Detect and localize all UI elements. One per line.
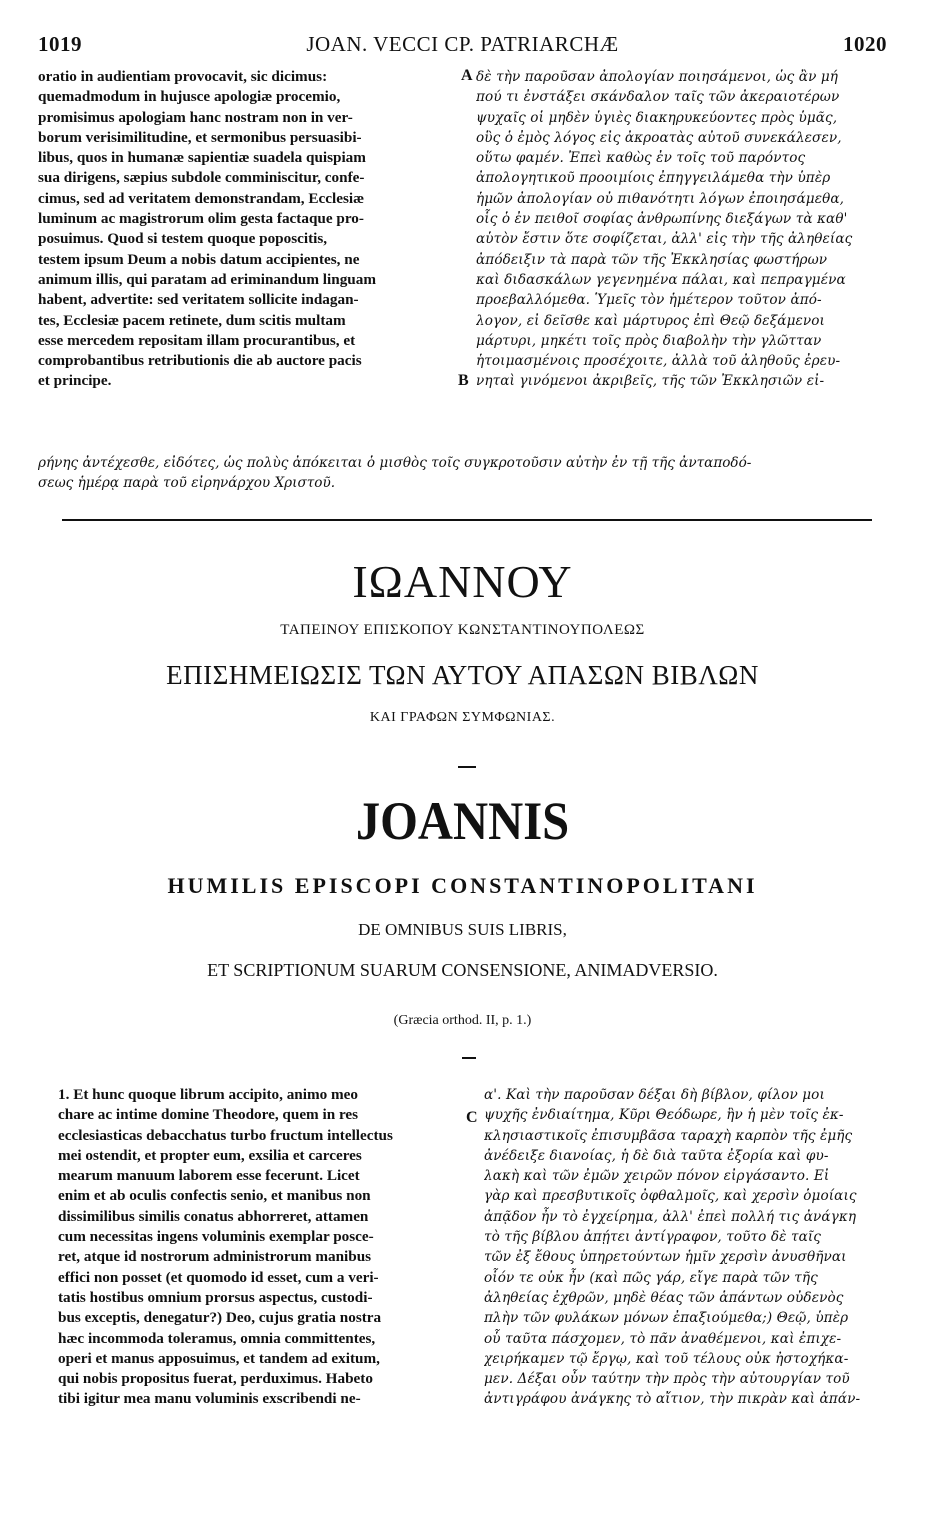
margin-letter-a: A	[461, 67, 473, 84]
latin-text-line: qui nobis propositus fuerat, perduximus. Habeto	[58, 1370, 373, 1388]
source-reference: (Græcia orthod. II, p. 1.)	[393, 1013, 532, 1028]
latin-text-line: sua dirigens, sæpius subdole comminiscitur, confe-	[38, 169, 365, 187]
latin-text-line: luminum ac magistrorum olim gesta factaque pro-	[38, 210, 364, 228]
greek-text-line: ἀπόδειξιν τὰ παρὰ τῶν τῆς Ἐκκλησίας φωστήρων	[476, 251, 828, 268]
running-title: JOAN. VECCI CP. PATRIARCHÆ	[306, 32, 619, 56]
top-latin-column	[38, 67, 458, 392]
greek-text-line: αὑτὸν ἔστιν ὅτε σοφίζεται, ἀλλ' εἰς τὴν τῆς ἀληθείας	[476, 231, 853, 248]
margin-letter-c: C	[466, 1109, 478, 1126]
latin-text-line: effici non posset (et quomodo id esset, cum a veri-	[58, 1268, 379, 1286]
greek-text-line: οὓς ὁ ἐμὸς λόγος εἰς ἀκροατὰς αὐτοῦ συνεκάλεσεν,	[476, 129, 842, 146]
latin-text-line: cimus, sed ad veritatem demonstrandam, Ecclesiæ	[38, 189, 365, 207]
latin-text-line: et principe.	[38, 372, 112, 390]
greek-work-title: ΕΠΙΣΗΜΕΙΩΣΙΣ ΤΩΝ ΑΥΤΟΥ ΑΠΑΣΩΝ ΒΙΒΛΩΝ	[166, 660, 759, 690]
latin-text-line: habent, advertite: sed veritatem sollicite indagan-	[38, 291, 359, 309]
greek-text-line: τῶν ἐξ ἔθους ὑπηρετούντων ἡμῖν χερσὶν ἀνυσθῆναι	[484, 1249, 847, 1266]
body-separator	[462, 1057, 476, 1059]
latin-text-line: ecclesiasticas debacchatus turbo fructum intellectus	[58, 1126, 393, 1144]
latin-text-line: tatis hostibus omnium prorsus aspectus, custodi-	[58, 1288, 373, 1306]
latin-text-line: esse mercedem repositam illam procurantibus, et	[38, 331, 356, 349]
greek-continuation	[38, 453, 898, 494]
greek-text-line: μάρτυρι, μηκέτι τοῖς πρὸς διαβολὴν τὴν γλῶτταν	[476, 332, 822, 349]
top-greek-column	[476, 67, 896, 392]
running-head	[38, 32, 887, 62]
greek-text-line: πού τι ἐνστάξει σκάνδαλον ταῖς τῶν ἀκεραιοτέρων	[476, 89, 840, 106]
greek-text-line: ἀπολογητικοῦ προοιμίοις ἐπηγγειλάμεθα τὴν ὑπὲρ	[476, 170, 831, 187]
greek-text-line: σεως ἡμέρᾳ παρὰ τοῦ εἰρηνάρχου Χριστοῦ.	[38, 475, 336, 492]
greek-author-title: ΙΩΑΝΝΟΥ	[352, 556, 573, 607]
greek-text-line: ἀπᾷδον ἦν τὸ ἐγχείρημα, ἀλλ' ἐπεὶ πολλή τις ἀνάγκη	[484, 1208, 857, 1225]
latin-text-line: tibi igitur mea manu voluminis exscribendi ne-	[58, 1390, 361, 1408]
bottom-greek-column	[484, 1085, 898, 1410]
greek-text-line: νηταὶ γινόμενοι ἀκριβεῖς, τῆς τῶν Ἐκκλησιῶν εἰ-	[476, 373, 825, 390]
latin-text-line: borum verisimilitudine, et sermonibus persuasibi-	[38, 128, 362, 146]
greek-text-line: ψυχῆς ἐνδιαίτημα, Κῦρι Θεόδωρε, ἣν ἡ μὲν τοῖς ἐκ-	[484, 1107, 844, 1124]
greek-text-line: πλὴν τῶν φυλάκων μόνων ἐπαξιούμεθα;) Θεῷ, ὑπὲρ	[484, 1310, 849, 1327]
latin-author-title: JOANNIS	[355, 791, 570, 851]
latin-text-line: bus exceptis, denegatur?) Deo, cujus gratia nostra	[58, 1309, 382, 1327]
greek-text-line: α'. Καὶ τὴν παροῦσαν δέξαι δὴ βίβλον, φίλον μοι	[484, 1087, 825, 1103]
greek-text-line: ἡτοιμασμένοις προσέχοιτε, ἀλλὰ τοῦ ἀληθοῦς ἐρευ-	[476, 353, 841, 370]
section-rule	[62, 519, 872, 521]
greek-text-line: γὰρ καὶ πρεσβυτικοῖς ὀφθαλμοῖς, καὶ χερσὶν ὁμοίαις	[484, 1188, 857, 1205]
greek-text-line: τὸ τῆς βίβλου ἀπῄτει ἀντίγραφον, τοῦτο δὲ ταῖς	[484, 1229, 822, 1246]
latin-text-line: tes, Ecclesiæ pacem retinete, dum scitis multam	[38, 311, 346, 329]
latin-text-line: promisimus apologiam hanc nostram non in ver-	[38, 108, 353, 126]
greek-text-line: ἀνέδειξε διανοίας, ἡ δὲ διὰ ταῦτα ἐξορία καὶ φυ-	[484, 1147, 829, 1164]
greek-text-line: λακὴ καὶ τῶν ἐμῶν χειρῶν πόνον εἰργάσαντο. Εἰ	[484, 1168, 830, 1185]
latin-author-subtitle: HUMILIS EPISCOPI CONSTANTINOPOLITANI	[167, 873, 758, 898]
latin-text-line: 1. Et hunc quoque librum accipito, animo meo	[58, 1086, 358, 1103]
latin-text-line: comprobantibus retributionis die ab auctore pacis	[38, 352, 362, 370]
bottom-latin-column	[58, 1085, 462, 1410]
latin-text-line: oratio in audientiam provocavit, sic dicimus:	[38, 68, 328, 85]
greek-text-line: μεν. Δέξαι οὖν ταύτην τὴν πρὸς τὴν αὐτουργίαν τοῦ	[484, 1371, 850, 1388]
greek-text-line: ψυχαῖς οἱ μηδὲν ὑγιὲς διακηρυκεύοντες πρὸς ὑμᾶς,	[476, 109, 838, 126]
latin-work-subtitle: ET SCRIPTIONUM SUARUM CONSENSIONE, ANIMADVERSIO.	[207, 960, 718, 980]
greek-text-line: ἀντιγράφου ἀνάγκης τὸ αἴτιον, τὴν πικρὰν καὶ ἀπάν-	[484, 1391, 861, 1408]
latin-text-line: mei ostendit, et propter eum, exsilia et carceres	[58, 1146, 362, 1164]
latin-text-line: dissimilibus similis conatus abhorreret, attamen	[58, 1207, 369, 1225]
latin-work-title: DE OMNIBUS SUIS LIBRIS,	[358, 920, 567, 939]
greek-text-line: λογον, εἰ δεῖσθε καὶ μάρτυρος ἐπὶ Θεῷ δεξάμενοι	[476, 312, 825, 329]
latin-text-line: quemadmodum in hujusce apologiæ procemio,	[38, 88, 341, 106]
margin-letter-b: B	[458, 372, 469, 389]
page-number-right: 1020	[843, 32, 887, 56]
latin-text-line: operi et manus apposuimus, et tandem ad exitum,	[58, 1349, 380, 1367]
greek-text-line: οὕτω φαμέν. Ἐπεὶ καθὼς ἐν τοῖς τοῦ παρόντος	[476, 150, 806, 167]
greek-text-line: οἷόν τε οὐκ ἦν (καὶ πῶς γάρ, εἴγε παρὰ τῶν τῆς	[484, 1269, 818, 1286]
latin-text-line: hæc incommoda toleramus, omnia committentes,	[58, 1329, 376, 1347]
greek-author-subtitle: ΤΑΠΕΙΝΟΥ ΕΠΙΣΚΟΠΟΥ ΚΩΝΣΤΑΝΤΙΝΟΥΠΟΛΕΩΣ	[280, 622, 645, 638]
greek-text-line: δὲ τὴν παροῦσαν ἀπολογίαν ποιησάμενοι, ὡς ἂν μή	[476, 69, 839, 85]
latin-text-line: chare ac intime domine Theodore, quem in res	[58, 1106, 359, 1124]
latin-text-line: libus, quos in humanæ sapientiæ suadela quispiam	[38, 149, 366, 167]
latin-text-line: enim et ab oculis confectis senio, et manibus non	[58, 1187, 371, 1205]
greek-text-line: κλησιαστικοῖς ἐπισυμβᾶσα ταραχὴ καρπὸν τῆς ἐμῆς	[484, 1127, 853, 1144]
greek-text-line: καὶ διδασκάλων γεγενημένα πάλαι, καὶ πεπραγμένα	[476, 271, 846, 288]
greek-text-line: ρήνης ἀντέχεσθε, εἰδότες, ὡς πολὺς ἀπόκειται ὁ μισθὸς τοῖς συγκροτοῦσιν αὐτὴν ἐν τῇ τῆς ἀνταποδό-	[38, 455, 752, 471]
latin-text-line: cum necessitas ingens voluminis exemplar posce-	[58, 1228, 374, 1246]
greek-work-subtitle: ΚΑΙ ΓΡΑΦΩΝ ΣΥΜΦΩΝΙΑΣ.	[369, 710, 556, 725]
greek-text-line: οἷς ὁ ἐν πειθοῖ σοφίας ἀνθρωπίνης διεξάγων τὰ καθ'	[476, 211, 848, 228]
greek-text-line: οὗ ταῦτα πάσχομεν, τὸ πᾶν ἀναθέμενοι, καὶ ἐπιχε-	[484, 1330, 842, 1347]
greek-text-line: ἡμῶν ἀπολογίαν οὐ πιθανότητι λόγων ἐποιησάμεθα,	[476, 190, 845, 207]
title-separator	[458, 766, 476, 768]
greek-text-line: ἀληθείας ἐχθρῶν, μηδὲ θέας τῶν ἁπάντων οὐδενὸς	[484, 1289, 844, 1306]
page-number-left: 1019	[38, 32, 82, 56]
greek-text-line: χειρήκαμεν τῷ ἔργῳ, καὶ τοῦ τέλους οὐκ ἠστοχήκα-	[484, 1350, 849, 1367]
latin-text-line: mearum manuum laborem esse fecerunt. Licet	[58, 1167, 360, 1185]
latin-text-line: animum illis, qui paratam ad eriminandum linguam	[38, 270, 376, 288]
latin-text-line: ret, atque id nostrorum administrorum manibus	[58, 1248, 372, 1266]
latin-text-line: posuimus. Quod si testem quoque poposcitis,	[38, 230, 328, 248]
greek-text-line: προεβαλλόμεθα. Ὑμεῖς τὸν ἡμέτερον τοῦτον ἀπό-	[476, 292, 822, 309]
latin-text-line: testem ipsum Deum a nobis datum accipientes, ne	[38, 250, 360, 268]
